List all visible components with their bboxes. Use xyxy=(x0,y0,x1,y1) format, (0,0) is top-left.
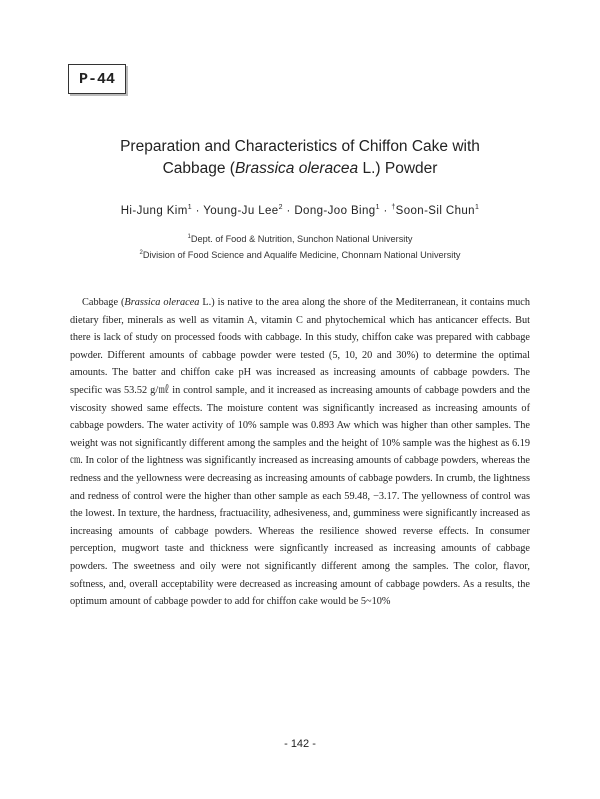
abstract-species-name: Brassica oleracea xyxy=(124,297,200,308)
abstract-body: Cabbage (Brassica oleracea L.) is native to the area along the shore of the Mediterranean, it contains much dietary fiber, minerals as well as vitamin A, vitamin C and phytochemical which has anticancer effects. But there is lack of study on processed foods with cabbage. In this study, chiffon cake was prepared with cabbage powder. Different amounts of cabbage powder were tested (5, 10, 20 and 30%) to determine the optimal amounts. The batter and chiffon cake pH was increased as increasing amounts of cabbage powders. The specific was 53.52 g/㎖ in control sample, and it increased as increasing amounts of cabbage powders and the viscosity showed same effects. The moisture content was significantly increased as increasing amounts of cabbage powders. The water activity of 10% sample was 0.893 Aw which was higher than other samples. The weight was not significantly different among the samples and the height of 10% sample was the highest as 6.19 ㎝. In color of the lightness was significantly increased as increasing amounts of cabbage powders, whereas the redness and the yellowness were decreasing as increasing amounts of cabbage powders. In crumb, the lightness and redness of control were the higher than other sample as each 59.48, −3.17. The yellowness of control was the lowest. In texture, the hardness, fractuacility, adhesiveness, and, gumminess were significantly increased as increasing amounts of cabbage powders. Whereas the resilience showed reverse effects. In consumer perception, mugwort taste and thickness were signficantly increased as increasing amounts of cabbage powders. The sweetness and oily were not significantly different among the samples. The color, flavor, softness, and, overall acceptability were decreased as increasing amount of cabbage powders. As a results, the optimum amount of cabbage powder to add for chiffon cake would be 5~10% xyxy=(70,297,531,608)
author-3: Dong-Joo Bing$^1$ · xyxy=(294,204,392,217)
author-4: †Soon-Sil Chun$^1$ xyxy=(391,204,480,217)
title-line-1: Preparation and Characteristics of Chiffon Cake with xyxy=(120,138,480,155)
paper-title xyxy=(60,136,540,180)
title-line-2-post: L.) Powder xyxy=(358,160,438,177)
poster-number-label: P-44 xyxy=(68,64,126,94)
corresponding-author-mark: † xyxy=(391,204,396,211)
affiliation-2: $^2$Division of Food Science and Aqualife Medicine, Chonnam National University xyxy=(139,250,461,261)
page-number: - 142 - xyxy=(284,738,316,750)
title-line-2-pre: Cabbage ( xyxy=(162,160,235,177)
author-2: Young-Ju Lee$^2$ · xyxy=(203,204,295,217)
affiliation-1: $^1$Dept. of Food & Nutrition, Sunchon National University xyxy=(187,234,413,245)
affiliations xyxy=(40,230,560,262)
title-species-name: Brassica oleracea xyxy=(234,160,359,177)
author-list xyxy=(40,204,560,217)
title-line-2 xyxy=(60,158,540,180)
author-1: Hi-Jung Kim$^1$ · xyxy=(120,204,204,217)
